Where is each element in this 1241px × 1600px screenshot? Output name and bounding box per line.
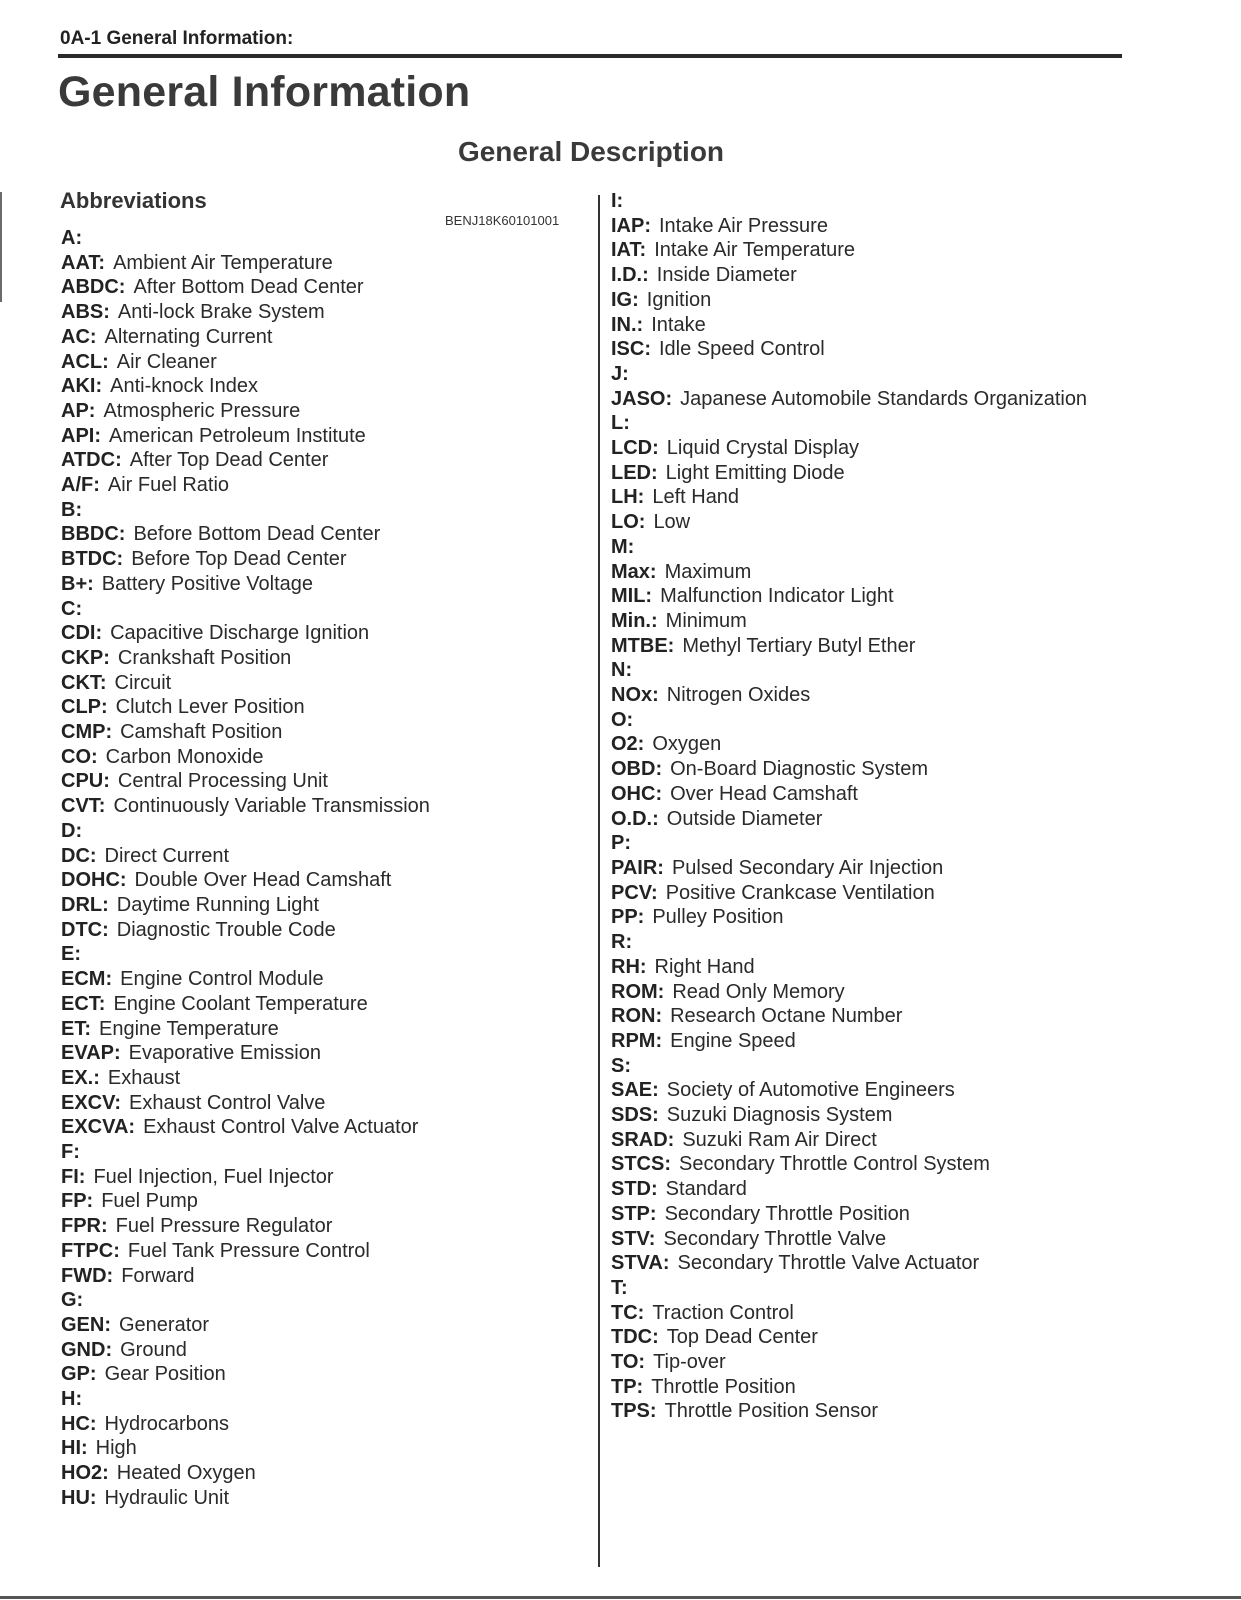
- abbreviation-term: CDI:: [61, 622, 103, 645]
- abbreviation-term: EX.:: [61, 1066, 100, 1089]
- scan-edge-mark: [0, 192, 2, 302]
- document-code: BENJ18K60101001: [445, 213, 560, 228]
- abbreviation-entry: [61, 918, 430, 943]
- abbreviation-meaning: Engine Coolant Temperature: [113, 992, 368, 1015]
- abbreviation-meaning: Suzuki Ram Air Direct: [682, 1128, 877, 1151]
- abbreviation-term: TC:: [611, 1301, 645, 1324]
- abbreviation-meaning: Anti-knock Index: [110, 375, 258, 398]
- abbreviation-term: O.D.:: [611, 807, 659, 830]
- abbreviation-entry: [61, 1239, 430, 1264]
- abbreviation-entry: [61, 251, 430, 276]
- abbreviation-entry: [611, 1350, 1087, 1375]
- letter-label: S:: [611, 1054, 631, 1077]
- abbreviation-term: SDS:: [611, 1104, 659, 1127]
- letter-label: R:: [611, 931, 633, 954]
- abbreviation-meaning: Fuel Pump: [101, 1190, 198, 1213]
- abbreviation-term: LH:: [611, 486, 645, 509]
- abbreviation-term: STCS:: [611, 1153, 671, 1176]
- abbreviation-term: LED:: [611, 461, 658, 484]
- letter-heading: [611, 658, 1087, 683]
- abbreviation-term: O2:: [611, 733, 645, 756]
- abbreviation-term: GP:: [61, 1363, 97, 1386]
- letter-heading: [611, 831, 1087, 856]
- abbreviation-entry: [61, 992, 430, 1017]
- abbreviation-meaning: Intake Air Temperature: [654, 239, 856, 262]
- abbreviation-meaning: Liquid Crystal Display: [666, 437, 860, 460]
- abbreviation-term: CVT:: [61, 795, 106, 818]
- abbreviation-meaning: Alternating Current: [104, 325, 273, 348]
- abbreviation-entry: [611, 214, 1087, 239]
- abbreviation-entry: [611, 634, 1087, 659]
- abbreviation-meaning: American Petroleum Institute: [109, 424, 366, 447]
- abbreviation-entry: [61, 1017, 430, 1042]
- abbreviation-meaning: Secondary Throttle Control System: [679, 1153, 990, 1176]
- abbreviation-entry: [61, 1189, 430, 1214]
- abbreviation-entry: [61, 1066, 430, 1091]
- abbreviation-term: HU:: [61, 1486, 97, 1509]
- abbreviation-term: FP:: [61, 1190, 94, 1213]
- abbreviation-entry: [611, 1202, 1087, 1227]
- letter-label: T:: [611, 1276, 628, 1299]
- abbreviation-term: TDC:: [611, 1326, 659, 1349]
- abbreviation-term: AAT:: [61, 251, 106, 274]
- letter-label: M:: [611, 535, 635, 558]
- abbreviation-meaning: Idle Speed Control: [659, 338, 825, 361]
- abbreviation-term: LCD:: [611, 437, 659, 460]
- abbreviation-term: GEN:: [61, 1313, 111, 1336]
- letter-label: P:: [611, 832, 631, 855]
- abbreviation-meaning: Throttle Position: [651, 1375, 796, 1398]
- abbreviation-entry: [61, 1486, 430, 1511]
- abbreviation-entry: [61, 695, 430, 720]
- letter-heading: [611, 1054, 1087, 1079]
- abbreviation-meaning: Right Hand: [654, 955, 755, 978]
- abbreviation-entry: [611, 1152, 1087, 1177]
- abbreviation-term: RON:: [611, 1005, 663, 1028]
- letter-label: O:: [611, 708, 634, 731]
- abbreviation-meaning: Methyl Tertiary Butyl Ether: [682, 634, 916, 657]
- abbreviation-meaning: High: [95, 1437, 137, 1460]
- abbreviation-term: STP:: [611, 1202, 657, 1225]
- abbreviation-term: ECM:: [61, 968, 113, 991]
- abbreviation-entry: [611, 288, 1087, 313]
- abbreviation-term: CO:: [61, 745, 98, 768]
- letter-label: N:: [611, 659, 633, 682]
- abbreviation-meaning: Malfunction Indicator Light: [660, 585, 894, 608]
- abbreviation-meaning: Capacitive Discharge Ignition: [110, 622, 370, 645]
- abbreviation-meaning: Intake Air Pressure: [659, 214, 828, 237]
- abbreviation-term: TP:: [611, 1375, 644, 1398]
- abbreviation-term: ISC:: [611, 338, 651, 361]
- abbreviation-term: PP:: [611, 906, 645, 929]
- abbreviation-entry: [61, 350, 430, 375]
- letter-heading: [61, 1288, 430, 1313]
- abbreviation-term: BTDC:: [61, 548, 124, 571]
- abbreviation-term: Max:: [611, 560, 657, 583]
- letter-heading: [61, 819, 430, 844]
- abbreviation-term: EXCV:: [61, 1091, 122, 1114]
- abbreviation-meaning: Fuel Tank Pressure Control: [127, 1239, 370, 1262]
- abbreviation-entry: [61, 325, 430, 350]
- abbreviation-entry: [611, 313, 1087, 338]
- abbreviation-meaning: Nitrogen Oxides: [666, 684, 811, 707]
- abbreviation-entry: [61, 275, 430, 300]
- abbreviation-entry: [611, 263, 1087, 288]
- abbreviation-term: DC:: [61, 844, 97, 867]
- abbreviation-term: STV:: [611, 1227, 656, 1250]
- abbreviation-meaning: Society of Automotive Engineers: [666, 1079, 955, 1102]
- abbreviation-term: BBDC:: [61, 523, 126, 546]
- abbreviation-term: RH:: [611, 955, 647, 978]
- abbreviation-meaning: Central Processing Unit: [117, 770, 328, 793]
- abbreviation-term: OBD:: [611, 758, 663, 781]
- abbreviation-meaning: Read Only Memory: [672, 980, 845, 1003]
- abbreviation-entry: [611, 1029, 1087, 1054]
- abbreviation-meaning: Diagnostic Trouble Code: [116, 918, 336, 941]
- abbreviation-entry: [61, 1313, 430, 1338]
- abbreviation-entry: [611, 1103, 1087, 1128]
- abbreviation-entry: [61, 399, 430, 424]
- letter-heading: [611, 189, 1087, 214]
- abbreviation-term: ATDC:: [61, 449, 122, 472]
- abbreviation-term: I.D.:: [611, 264, 649, 287]
- letter-label: B:: [61, 498, 83, 521]
- abbreviation-entry: [61, 448, 430, 473]
- abbreviation-meaning: Daytime Running Light: [116, 893, 320, 916]
- abbreviation-entry: [61, 1041, 430, 1066]
- abbreviation-meaning: Tip-over: [653, 1351, 726, 1374]
- abbreviation-entry: [61, 745, 430, 770]
- abbreviation-meaning: Generator: [119, 1313, 210, 1336]
- abbreviation-meaning: Minimum: [665, 609, 747, 632]
- abbreviation-entry: [611, 238, 1087, 263]
- abbreviation-entry: [611, 584, 1087, 609]
- abbreviation-entry: [611, 1128, 1087, 1153]
- abbreviation-meaning: Positive Crankcase Ventilation: [665, 881, 935, 904]
- abbreviation-meaning: Exhaust Control Valve: [129, 1091, 326, 1114]
- abbreviation-term: LO:: [611, 511, 646, 534]
- abbreviation-term: EXCVA:: [61, 1116, 136, 1139]
- abbreviation-meaning: Clutch Lever Position: [115, 696, 305, 719]
- letter-label: F:: [61, 1141, 80, 1164]
- abbreviation-term: STVA:: [611, 1252, 670, 1275]
- abbreviation-meaning: Continuously Variable Transmission: [113, 795, 430, 818]
- abbreviation-entry: [61, 374, 430, 399]
- abbreviation-entry: [611, 782, 1087, 807]
- abbreviation-entry: [61, 572, 430, 597]
- abbreviation-meaning: Inside Diameter: [656, 264, 797, 287]
- abbreviation-term: A/F:: [61, 474, 100, 497]
- abbreviation-meaning: Top Dead Center: [666, 1326, 818, 1349]
- abbreviation-meaning: Ground: [120, 1338, 187, 1361]
- abbreviation-meaning: Standard: [665, 1178, 747, 1201]
- abbreviation-entry: [611, 1227, 1087, 1252]
- footer-rule: [0, 1596, 1241, 1599]
- letter-label: J:: [611, 362, 629, 385]
- abbreviation-meaning: Over Head Camshaft: [670, 782, 858, 805]
- abbreviation-meaning: Crankshaft Position: [117, 646, 292, 669]
- abbreviation-meaning: After Top Dead Center: [129, 449, 329, 472]
- abbreviation-entry: [611, 337, 1087, 362]
- abbreviation-meaning: Left Hand: [652, 486, 740, 509]
- abbreviation-entry: [61, 1264, 430, 1289]
- letter-label: I:: [611, 190, 624, 212]
- abbreviation-term: IAT:: [611, 239, 647, 262]
- abbreviation-term: MTBE:: [611, 634, 675, 657]
- abbreviation-term: EVAP:: [61, 1042, 121, 1065]
- abbreviation-term: DRL:: [61, 893, 109, 916]
- abbreviations-heading: Abbreviations: [60, 188, 207, 213]
- abbreviation-entry: [61, 1461, 430, 1486]
- abbreviation-meaning: Hydraulic Unit: [104, 1486, 230, 1509]
- abbreviation-meaning: Forward: [121, 1264, 195, 1287]
- abbreviation-term: NOx:: [611, 684, 659, 707]
- abbreviation-entry: [611, 1375, 1087, 1400]
- abbreviation-meaning: Hydrocarbons: [104, 1412, 230, 1435]
- abbreviation-term: PCV:: [611, 881, 658, 904]
- abbreviation-entry: [611, 510, 1087, 535]
- abbreviation-entry: [611, 1251, 1087, 1276]
- abbreviation-entry: [61, 522, 430, 547]
- abbreviation-term: SAE:: [611, 1079, 659, 1102]
- abbreviation-term: ECT:: [61, 992, 106, 1015]
- abbreviation-meaning: Light Emitting Diode: [665, 461, 845, 484]
- abbreviation-entry: [611, 683, 1087, 708]
- abbreviation-meaning: Research Octane Number: [670, 1005, 903, 1028]
- abbreviation-entry: [611, 757, 1087, 782]
- abbreviation-term: FPR:: [61, 1215, 108, 1238]
- abbreviation-meaning: Engine Control Module: [120, 968, 324, 991]
- abbreviation-term: STD:: [611, 1178, 658, 1201]
- abbreviation-term: TO:: [611, 1351, 646, 1374]
- abbreviation-meaning: Air Cleaner: [116, 350, 217, 373]
- letter-heading: [61, 1387, 430, 1412]
- abbreviation-term: AKI:: [61, 375, 103, 398]
- letter-heading: [611, 930, 1087, 955]
- abbreviation-entry: [61, 300, 430, 325]
- abbreviation-term: DOHC:: [61, 869, 127, 892]
- abbreviation-term: MIL:: [611, 585, 653, 608]
- abbreviations-left-column: [61, 226, 430, 1511]
- abbreviation-meaning: Oxygen: [652, 733, 722, 756]
- abbreviation-term: CLP:: [61, 696, 108, 719]
- abbreviation-entry: [611, 1078, 1087, 1103]
- abbreviation-entry: [61, 671, 430, 696]
- abbreviation-entry: [611, 881, 1087, 906]
- letter-heading: [61, 498, 430, 523]
- abbreviation-entry: [61, 868, 430, 893]
- abbreviations-right-column: [611, 189, 1087, 1424]
- abbreviation-term: ABS:: [61, 301, 110, 324]
- abbreviation-meaning: Suzuki Diagnosis System: [666, 1104, 893, 1127]
- abbreviation-meaning: Ignition: [646, 288, 712, 311]
- abbreviation-entry: [61, 967, 430, 992]
- abbreviation-entry: [611, 387, 1087, 412]
- abbreviation-term: HI:: [61, 1437, 88, 1460]
- abbreviation-entry: [61, 473, 430, 498]
- abbreviation-meaning: Camshaft Position: [120, 721, 283, 744]
- abbreviation-entry: [61, 844, 430, 869]
- letter-heading: [61, 1140, 430, 1165]
- abbreviation-meaning: Gear Position: [104, 1363, 226, 1386]
- chapter-title: General Information: [58, 68, 471, 116]
- abbreviation-meaning: Fuel Pressure Regulator: [115, 1215, 333, 1238]
- abbreviation-term: CMP:: [61, 721, 113, 744]
- abbreviation-meaning: Pulley Position: [652, 906, 784, 929]
- section-title: General Description: [457, 136, 725, 167]
- abbreviation-entry: [611, 1004, 1087, 1029]
- abbreviation-term: HC:: [61, 1412, 97, 1435]
- abbreviation-entry: [611, 1399, 1087, 1424]
- letter-label: A:: [61, 227, 83, 249]
- abbreviation-meaning: Japanese Automobile Standards Organization: [680, 387, 1088, 410]
- abbreviation-entry: [61, 424, 430, 449]
- abbreviation-entry: [611, 609, 1087, 634]
- abbreviation-entry: [61, 1362, 430, 1387]
- abbreviation-term: CPU:: [61, 770, 110, 793]
- abbreviation-meaning: Outside Diameter: [666, 807, 823, 830]
- abbreviation-meaning: Direct Current: [104, 844, 230, 867]
- abbreviation-term: CKP:: [61, 646, 110, 669]
- abbreviation-meaning: Carbon Monoxide: [105, 745, 264, 768]
- abbreviation-entry: [611, 980, 1087, 1005]
- abbreviation-term: ROM:: [611, 980, 665, 1003]
- abbreviation-term: ABDC:: [61, 276, 126, 299]
- abbreviation-term: OHC:: [611, 782, 663, 805]
- abbreviation-meaning: Pulsed Secondary Air Injection: [671, 856, 944, 879]
- abbreviation-meaning: Circuit: [114, 671, 172, 694]
- abbreviation-meaning: Low: [653, 511, 691, 534]
- abbreviation-entry: [61, 1436, 430, 1461]
- abbreviation-meaning: Air Fuel Ratio: [107, 474, 230, 497]
- abbreviation-meaning: Before Top Dead Center: [131, 548, 347, 571]
- letter-heading: [61, 942, 430, 967]
- abbreviation-entry: [61, 547, 430, 572]
- letter-label: G:: [61, 1289, 84, 1312]
- abbreviation-entry: [61, 646, 430, 671]
- abbreviation-entry: [611, 905, 1087, 930]
- letter-heading: [611, 1276, 1087, 1301]
- letter-heading: [611, 362, 1087, 387]
- abbreviation-meaning: On-Board Diagnostic System: [670, 758, 928, 781]
- abbreviation-meaning: Heated Oxygen: [116, 1462, 256, 1485]
- abbreviation-entry: [611, 485, 1087, 510]
- abbreviation-term: FTPC:: [61, 1239, 120, 1262]
- abbreviation-meaning: Engine Temperature: [99, 1017, 279, 1040]
- abbreviation-meaning: Evaporative Emission: [128, 1042, 321, 1065]
- abbreviation-term: DTC:: [61, 918, 109, 941]
- column-divider: [598, 195, 600, 1567]
- abbreviation-entry: [61, 769, 430, 794]
- abbreviation-term: ET:: [61, 1017, 91, 1040]
- abbreviation-meaning: Before Bottom Dead Center: [133, 523, 381, 546]
- abbreviation-meaning: After Bottom Dead Center: [133, 276, 364, 299]
- abbreviation-meaning: Maximum: [664, 560, 752, 583]
- abbreviation-term: B+:: [61, 572, 94, 595]
- abbreviation-term: PAIR:: [611, 856, 664, 879]
- abbreviation-term: API:: [61, 424, 101, 447]
- abbreviation-term: GND:: [61, 1338, 113, 1361]
- abbreviation-term: CKT:: [61, 671, 107, 694]
- abbreviation-entry: [611, 560, 1087, 585]
- abbreviation-entry: [611, 732, 1087, 757]
- abbreviation-meaning: Engine Speed: [670, 1029, 796, 1052]
- abbreviation-term: RPM:: [611, 1029, 663, 1052]
- abbreviation-entry: [61, 1091, 430, 1116]
- abbreviation-term: IAP:: [611, 214, 651, 237]
- letter-label: C:: [61, 597, 83, 620]
- abbreviation-entry: [61, 794, 430, 819]
- abbreviation-entry: [611, 856, 1087, 881]
- abbreviation-entry: [61, 1165, 430, 1190]
- abbreviation-entry: [611, 807, 1087, 832]
- abbreviation-meaning: Secondary Throttle Position: [664, 1202, 910, 1225]
- abbreviation-term: IG:: [611, 288, 639, 311]
- abbreviation-term: FI:: [61, 1165, 86, 1188]
- abbreviation-meaning: Double Over Head Camshaft: [134, 869, 392, 892]
- abbreviation-term: IN.:: [611, 313, 644, 336]
- abbreviation-entry: [611, 1177, 1087, 1202]
- letter-label: H:: [61, 1388, 83, 1411]
- abbreviation-term: FWD:: [61, 1264, 114, 1287]
- abbreviation-entry: [61, 1338, 430, 1363]
- abbreviation-meaning: Intake: [651, 313, 706, 336]
- abbreviation-term: JASO:: [611, 387, 673, 410]
- abbreviation-entry: [61, 720, 430, 745]
- letter-label: E:: [61, 943, 81, 966]
- abbreviation-term: TPS:: [611, 1400, 657, 1423]
- abbreviation-meaning: Battery Positive Voltage: [101, 572, 314, 595]
- abbreviation-term: AP:: [61, 399, 96, 422]
- abbreviation-entry: [611, 1301, 1087, 1326]
- abbreviation-term: HO2:: [61, 1462, 109, 1485]
- abbreviation-meaning: Throttle Position Sensor: [664, 1400, 878, 1423]
- abbreviation-entry: [61, 1214, 430, 1239]
- letter-label: L:: [611, 412, 630, 435]
- letter-label: D:: [61, 819, 83, 842]
- abbreviation-entry: [61, 621, 430, 646]
- letter-heading: [611, 411, 1087, 436]
- letter-heading: [61, 597, 430, 622]
- running-header: 0A-1 General Information:: [60, 28, 294, 49]
- abbreviation-meaning: Secondary Throttle Valve Actuator: [677, 1252, 980, 1275]
- abbreviation-entry: [611, 1325, 1087, 1350]
- abbreviation-term: AC:: [61, 325, 97, 348]
- abbreviation-entry: [61, 893, 430, 918]
- abbreviation-entry: [61, 1412, 430, 1437]
- abbreviation-meaning: Fuel Injection, Fuel Injector: [93, 1165, 334, 1188]
- abbreviation-entry: [611, 436, 1087, 461]
- abbreviation-meaning: Traction Control: [652, 1301, 794, 1324]
- abbreviation-meaning: Exhaust: [107, 1066, 181, 1089]
- letter-heading: [611, 535, 1087, 560]
- letter-heading: [61, 226, 430, 251]
- abbreviation-entry: [611, 461, 1087, 486]
- abbreviation-meaning: Exhaust Control Valve Actuator: [143, 1116, 419, 1139]
- abbreviation-entry: [61, 1115, 430, 1140]
- abbreviation-term: ACL:: [61, 350, 109, 373]
- letter-heading: [611, 708, 1087, 733]
- abbreviation-meaning: Anti-lock Brake System: [117, 301, 325, 324]
- abbreviation-entry: [611, 955, 1087, 980]
- abbreviation-term: SRAD:: [611, 1128, 675, 1151]
- abbreviation-meaning: Secondary Throttle Valve: [663, 1227, 887, 1250]
- abbreviation-meaning: Atmospheric Pressure: [103, 399, 301, 422]
- abbreviation-term: Min.:: [611, 609, 658, 632]
- abbreviation-meaning: Ambient Air Temperature: [113, 251, 333, 274]
- header-rule: [58, 54, 1122, 58]
